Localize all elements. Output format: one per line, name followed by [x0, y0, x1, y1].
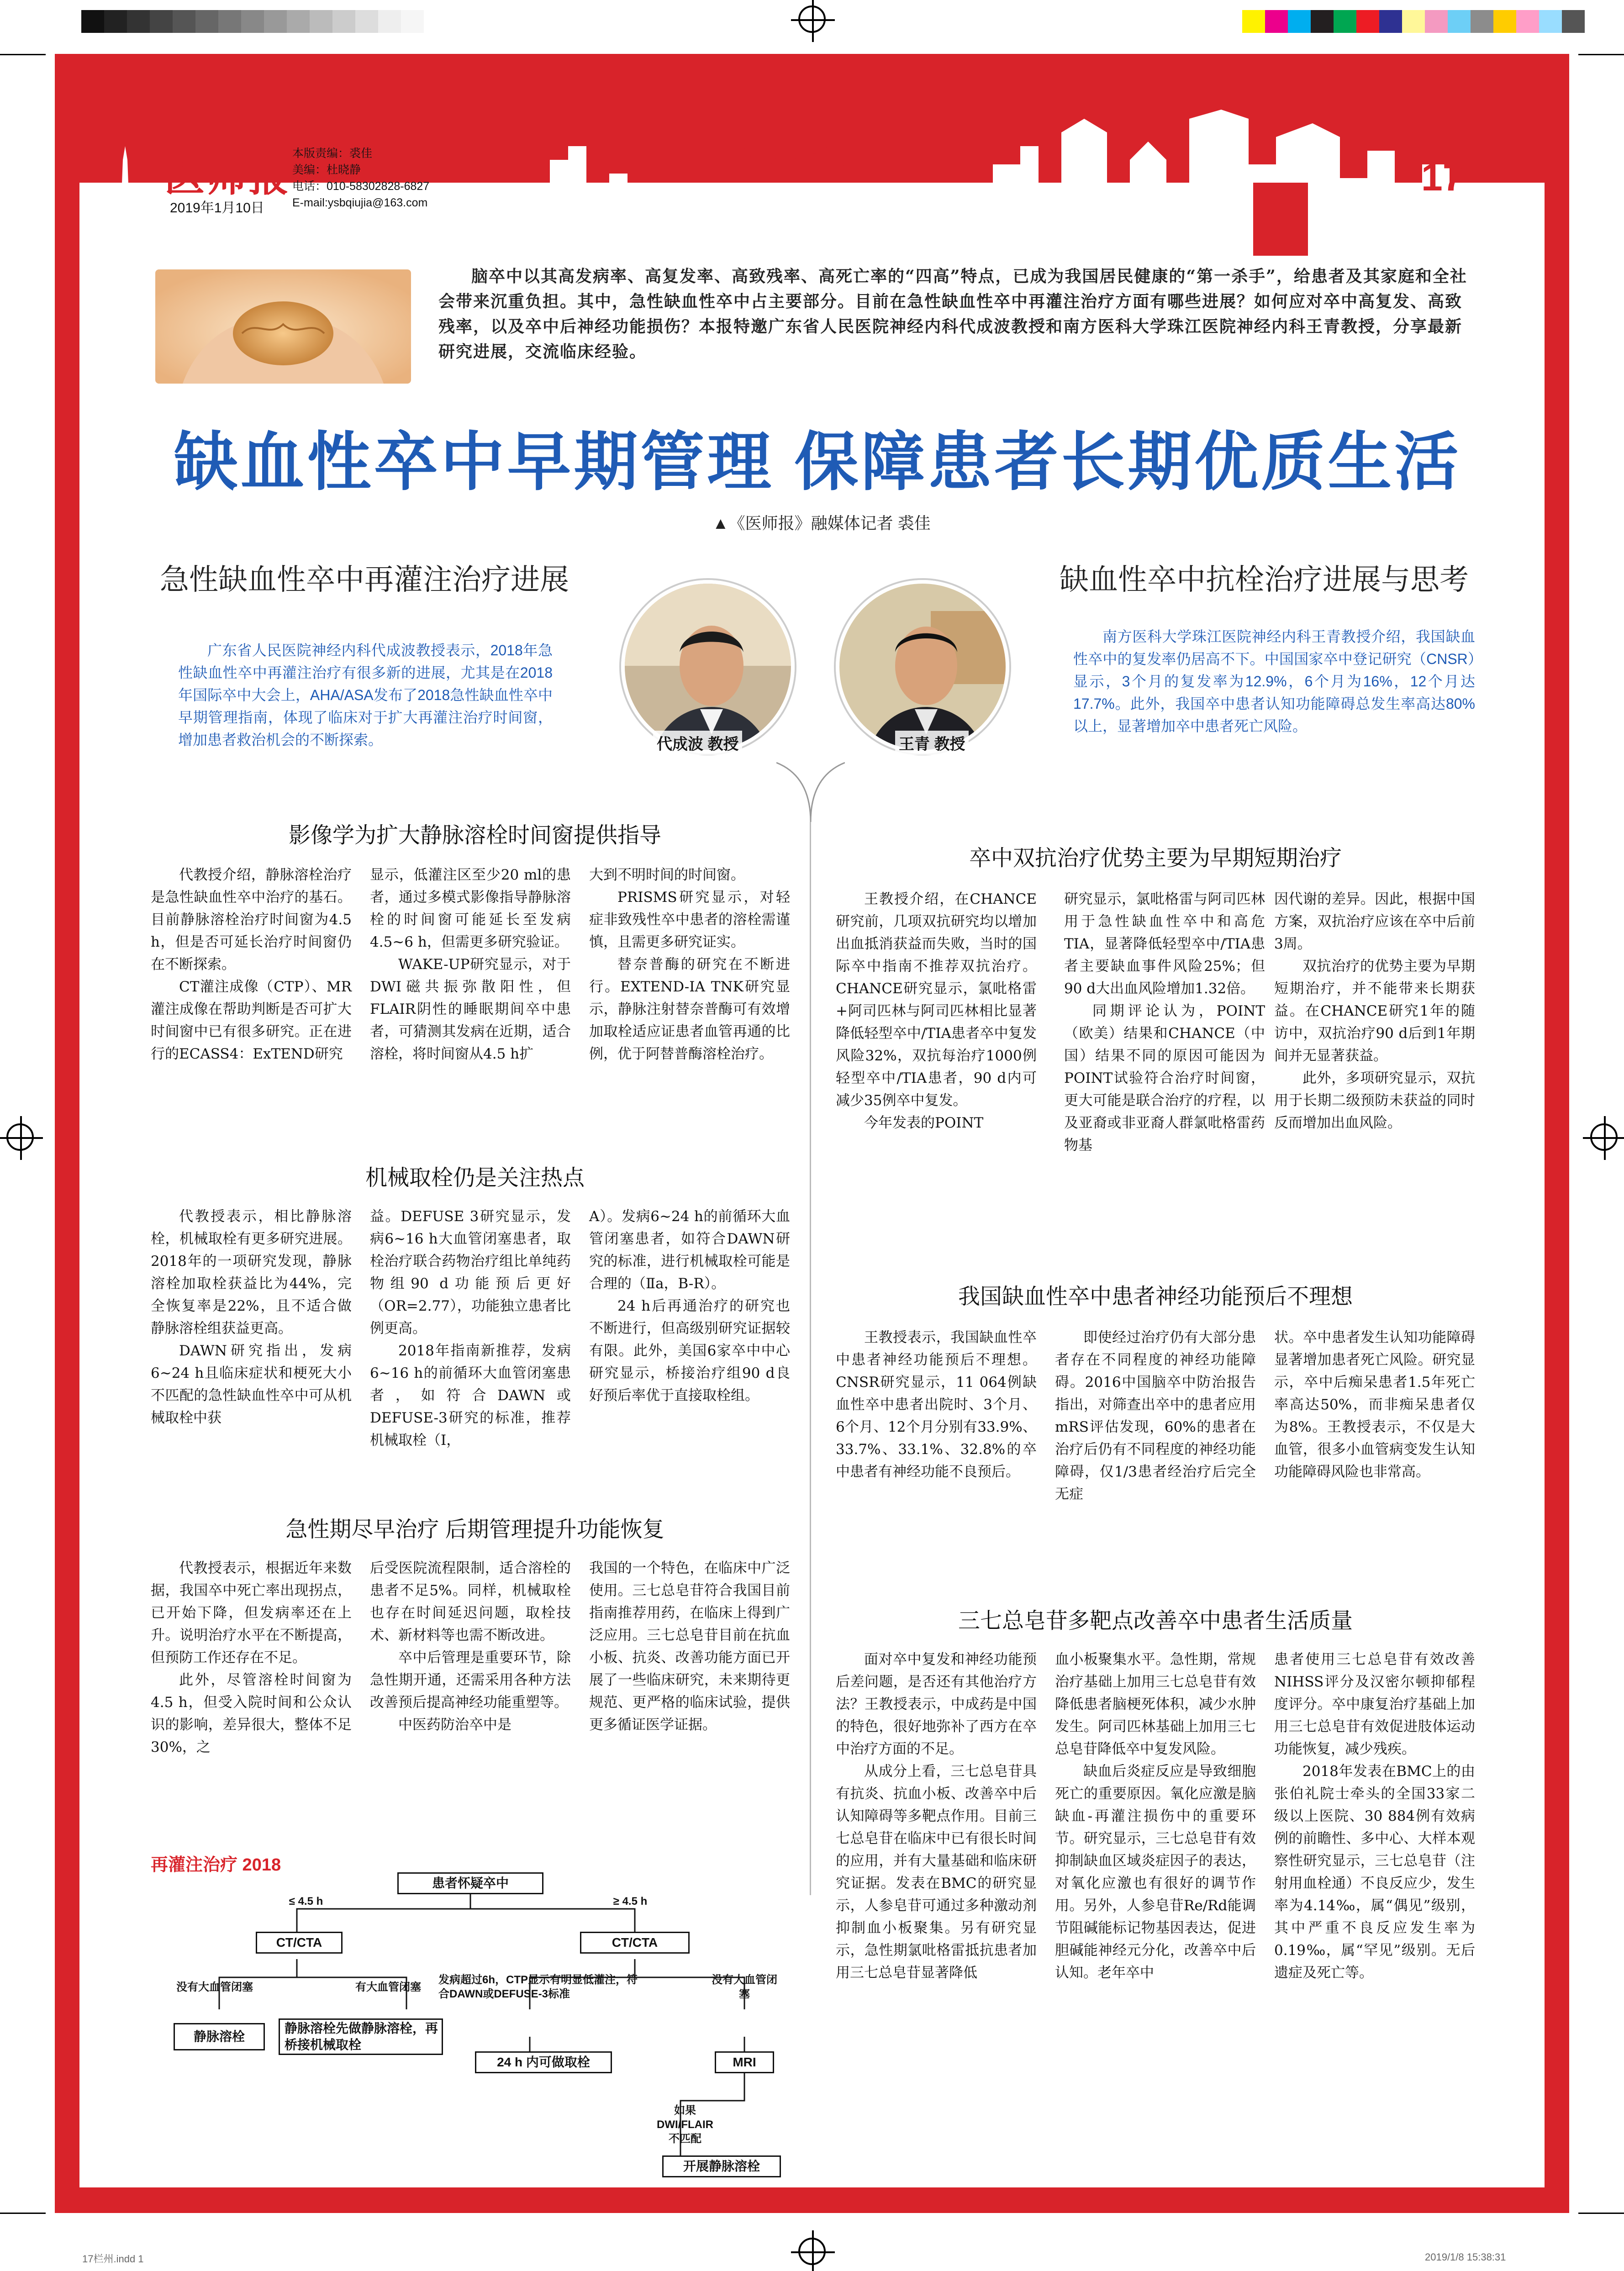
flow-final: 开展静脉溶栓 — [662, 2155, 781, 2177]
editor-line: 本版责编：裘佳 — [292, 147, 373, 160]
section-tag: 特别报道 — [740, 142, 849, 172]
column-divider — [810, 822, 811, 1895]
right-summary: 南方医科大学珠江医院神经内科王青教授介绍，我国缺血性卒中的复发率仍居高不下。中国国家卒中登记研究（CNSR）显示，3个月的复发率为12.9%，6个月为16%，12个月达17.7%。此外，我国卒中患者认知功能障碍总发生率高达80%以上，显著增加卒中患者死亡风险。 — [1073, 628, 1475, 734]
left-summary: 广东省人民医院神经内科代成波教授表示，2018年急性缺血性卒中再灌注治疗有很多新的进展，尤其是在2018年国际卒中大会上，AHA/ASA发布了2018急性缺血性卒中早期管理指南，体现了临床对于扩大再灌注治疗时间窗，增加患者救治机会的不断探索。 — [178, 642, 553, 748]
flow-no-lvo-left: 没有大血管闭塞 — [176, 1981, 253, 1993]
imaging-col1: 代教授介绍，静脉溶栓治疗是急性缺血性卒中治疗的基石。目前静脉溶栓治疗时间窗为4.5 h，但是否可延长治疗时间窗仍在不断探索。 CT灌注成像（CTP）、MR灌注成像在帮助判断是否可扩大时间窗中已有很多研究。正在进行的ECASS4：ExTEND研究 — [151, 867, 352, 1062]
crop-mark — [0, 54, 46, 55]
acute-col1: 代教授表示，根据近年来数据，我国卒中死亡率出现拐点，已开始下降，但发病率还在上升。说明治疗水平在不断提高，但预防工作还存在不足。 此外，尽管溶栓时间窗为4.5 h，但受入院时间和公众认识的影响，差异很大，整体不足30%，之 — [151, 1560, 352, 1755]
left-subheadline: 急性缺血性卒中再灌注治疗进展 — [160, 563, 569, 596]
registration-mark-top — [798, 5, 826, 33]
flow-root: 患者怀疑卒中 — [397, 1872, 543, 1894]
editor-info — [292, 145, 429, 211]
intro-paragraph: 脑卒中以其高发病率、高复发率、高致残率、高死亡率的“四高”特点，已成为我国居民健康的“第一杀手”，给患者及其家庭和全社会带来沉重负担。其中，急性缺血性卒中占主要部分。目前在急性缺血性卒中再灌注治疗方面有哪些进展？如何应对卒中高复发、高致残率，以及卒中后神经功能损伤？本报特邀广东省人民医院神经内科代成波教授和南方医科大学珠江医院神经内科王青教授，分享最新研究进展，交流临床经验。 — [438, 267, 1467, 361]
prognosis-col2: 即使经过治疗仍有大部分患者存在不同程度的神经功能障碍。2016中国脑卒中防治报告指出，对筛查出卒中的患者应用mRS评估发现，60%的患者在治疗后仍有不同程度的神经功能障碍，仅1/3患者经治疗后完全无症 — [1055, 1329, 1256, 1502]
registration-mark-left — [6, 1123, 34, 1151]
flow-no-lvo-right: 没有大血管闭塞 — [712, 1974, 777, 2001]
acute-col3: 我国的一个特色，在临床中广泛使用。三七总皂苷符合我国目前指南推荐用药，在临床上得到广泛应用。三七总皂苷目前在抗血小板、抗炎、改善功能方面已开展了一些临床研究，未来期待更规范、更严格的临床试验，提供更多循证医学证据。 — [589, 1560, 790, 1733]
flow-ivt: 静脉溶栓 — [174, 2023, 265, 2050]
dapt-col3: 因代谢的差异。因此，根据中国方案，双抗治疗应该在卒中后前3周。 双抗治疗的优势主要为早期短期治疗，并不能带来长期获益。在CHANCE研究1年的随访中，双抗治疗90 d后到1年期间并无显著获益。 此外，多项研究显示，双抗用于长期二级预防未获益的同时反而增加出血风险。 — [1274, 891, 1475, 1131]
flow-ct-right: CT/CTA — [580, 1932, 690, 1954]
color-registration-bar — [1242, 10, 1585, 33]
crop-mark — [1578, 54, 1624, 55]
section-title-acute: 急性期尽早治疗 后期管理提升功能恢复 — [285, 1518, 664, 1542]
section-title-prognosis: 我国缺血性卒中患者神经功能预后不理想 — [958, 1285, 1353, 1309]
flow-right-branch: ≥ 4.5 h — [613, 1895, 648, 1907]
flow-lvo-left: 有大血管闭塞 — [355, 1981, 421, 1993]
flow-mri: MRI — [715, 2051, 774, 2073]
thrombectomy-col3: A）。发病6~24 h的前循环大血管闭塞患者，如符合DAWN研究的标准，进行机械取栓可能是合理的（Ⅱa，B-R）。 24 h后再通治疗的研究也不断进行，但高级别研究证据较有限。此外，美国6家卒中中心研究显示，桥接治疗组90 d良好预后率优于直接取栓组。 — [589, 1208, 790, 1404]
reporter-byline: ▲《医师报》融媒体记者 裘佳 — [712, 514, 931, 532]
sanqi-col3: 患者使用三七总皂苷有效改善NIHSS评分及汉密尔顿抑郁程度评分。卒中康复治疗基础上加用三七总皂苷有效促进肢体运动功能恢复，减少残疾。 2018年发表在BMC上的由张伯礼院士牵头的全国33家二级以上医院、30 884例有效病例的前瞻性、多中心、大样本观察性研究显示，三七总皂苷（注射用血栓通）不良反应少，发生率为4.14‰，属“偶见”级别，其中严重不良反应发生率为0.19‰，属“罕见”级别。无后遗症及死亡等。 — [1274, 1651, 1475, 1981]
section-title-thrombectomy: 机械取栓仍是关注热点 — [365, 1166, 585, 1190]
dapt-col1: 王教授介绍，在CHANCE研究前，几项双抗研究均以增加出血抵消获益而失败，当时的国际卒中指南不推荐双抗治疗。CHANCE研究显示，氯吡格雷+阿司匹林与阿司匹林相比显著降低轻型卒中/TIA患者卒中复发风险32%，双抗每治疗1000例轻型卒中/TIA患者，90 d内可减少35例卒中复发。 今年发表的POINT — [836, 891, 1037, 1131]
flow-lvo-right: 发病超过6h，CTP显示有明显低灌注，符合DAWN或DEFUSE-3标准 — [438, 1974, 638, 2001]
editor-line: E-mail:ysbqiujia@163.com — [292, 196, 428, 209]
flow-evt-24h: 24 h 内可做取栓 — [475, 2051, 612, 2073]
editor-line: 电话：010-58302828-6827 — [292, 180, 430, 193]
dapt-col2: 研究显示，氯吡格雷与阿司匹林用于急性缺血性卒中和高危TIA，显著降低轻型卒中/TIA患者主要缺血事件风险25%；但90 d大出血风险增加1.32倍。 同期评论认为，POINT（欧美）结果和CHANCE（中国）结果不同的原因可能因为POINT试验符合治疗时间窗，更大可能是联合治疗的疗程，以及亚裔或非亚裔人群氯吡格雷药物基 — [1064, 891, 1265, 1154]
crop-mark — [0, 2213, 46, 2214]
section-title-dapt: 卒中双抗治疗优势主要为早期短期治疗 — [969, 846, 1342, 870]
hands-holding-brain-image — [155, 269, 411, 384]
print-timestamp: 2019/1/8 15:38:31 — [1425, 2251, 1506, 2263]
grayscale-registration-bar — [81, 10, 424, 33]
flow-bridge: 静脉溶栓先做静脉溶栓，再桥接机械取栓 — [279, 2018, 443, 2055]
flow-left-branch: ≤ 4.5 h — [289, 1895, 323, 1907]
registration-mark-right — [1590, 1123, 1618, 1151]
flowchart-title: 再灌注治疗 2018 — [151, 1855, 281, 1875]
crop-mark — [1578, 2213, 1624, 2214]
sanqi-col2: 血小板聚集水平。急性期，常规治疗基础上加用三七总皂苷有效降低患者脑梗死体积，减少水肿发生。阿司匹林基础上加用三七总皂苷降低卒中复发风险。 缺血后炎症反应是导致细胞死亡的重要原因。氧化应激是脑缺血-再灌注损伤中的重要环节。研究显示，三七总皂苷有效抑制缺血区域炎症因子的表达，对氧化应激也有很好的调节作用。另外，人参皂苷Re/Rd能调节阻碱能标记物基因表达，促进胆碱能神经元分化，改善卒中后认知。老年卒中 — [1055, 1651, 1256, 1981]
right-subheadline: 缺血性卒中抗栓治疗进展与思考 — [1060, 563, 1469, 596]
imaging-col3: 大到不明时间的时间窗。 PRISMS研究显示，对轻症非致残性卒中患者的溶栓需谨慎，且需更多研究证实。 替奈普酶的研究在不断进行。EXTEND-IA TNK研究显示，静脉注射替奈普酶可有效增加取栓适应证患者血管再通的比例，优于阿替普酶溶栓治疗。 — [589, 867, 790, 1062]
thrombectomy-col1: 代教授表示，相比静脉溶栓，机械取栓有更多研究进展。2018年的一项研究发现，静脉溶栓加取栓获益比为44%，完全恢复率是22%，且不适合做静脉溶栓组获益更高。 DAWN研究指出，发病6~24 h且临床症状和梗死大小不匹配的急性缺血性卒中可从机械取栓中获 — [151, 1208, 352, 1426]
divider-chevron — [776, 758, 845, 827]
portrait-dai-chengbo — [621, 580, 795, 753]
flow-mismatch: 如果DWI/FLAIR不匹配 — [657, 2104, 713, 2145]
acute-col2: 后受医院流程限制，适合溶栓的患者不足5%。同样，机械取栓也存在时间延迟问题，取栓技术、新材料等也需不断改进。 卒中后管理是重要环节，除急性期开通，还需采用各种方法改善预后提高神经功能重塑等。 中医药防治卒中是 — [370, 1560, 571, 1733]
registration-mark-bottom — [798, 2238, 826, 2265]
portrait-label-wang: 王青 教授 — [895, 731, 969, 755]
main-headline: 缺血性卒中早期管理 保障患者长期优质生活 — [174, 426, 1461, 498]
issue-date: 2019年1月10日 — [170, 200, 264, 216]
portrait-label-dai: 代成波 教授 — [653, 731, 742, 755]
newspaper-logo: 医师报 — [164, 153, 291, 200]
prognosis-col3: 状。卒中患者发生认知功能障碍显著增加患者死亡风险。研究显示，卒中后痴呆患者1.5年死亡率高达50%，而非痴呆患者仅为8%。王教授表示，不仅是大血管，很多小血管病变发生认知功能障碍风险也非常高。 — [1274, 1329, 1475, 1480]
portrait-wang-qing — [836, 580, 1009, 753]
editor-line: 美编：杜晓静 — [292, 163, 361, 176]
page-number: 17 — [1421, 156, 1464, 199]
flow-ct-left: CT/CTA — [256, 1932, 343, 1954]
imaging-col2: 显示，低灌注区至少20 ml的患者，通过多模式影像指导静脉溶栓的时间窗可能延长至发病4.5~6 h，但需更多研究验证。 WAKE-UP研究显示，对于DWI磁共振弥散阳性，但FLAIR阴性的睡眠期间卒中患者，可猜测其发病在近期，适合溶栓，将时间窗从4.5 h扩 — [370, 867, 571, 1062]
thrombectomy-col2: 益。DEFUSE 3研究显示，发病6~16 h大血管闭塞患者，取栓治疗联合药物治疗组比单纯药物组90 d功能预后更好（OR=2.77），功能独立患者比例更高。 2018年指南新推荐，发病6~16 h的前循环大血管闭塞患者，如符合DAWN或DEFUSE-3研究的标准，推荐机械取栓（Ⅰ， — [370, 1208, 571, 1449]
section-title-sanqi: 三七总皂苷多靶点改善卒中患者生活质量 — [958, 1609, 1353, 1633]
sanqi-col1: 面对卒中复发和神经功能预后差问题，是否还有其他治疗方法？王教授表示，中成药是中国的特色，很好地弥补了西方在卒中治疗方面的不足。 从成分上看，三七总皂苷具有抗炎、抗血小板、改善卒中后认知障碍等多靶点作用。目前三七总皂苷在临床中已有很长时间的应用，并有大量基础和临床研究证据。发表在BMC的研究显示，人参皂苷可通过多种激动剂抑制血小板聚集。另有研究显示，急性期氯吡格雷抵抗患者加用三七总皂苷显著降低 — [836, 1651, 1037, 1981]
file-slug: 17栏州.indd 1 — [82, 2253, 144, 2265]
prognosis-col1: 王教授表示，我国缺血性卒中患者神经功能预后不理想。CNSR研究显示，11 064例缺血性卒中患者出院时、3个月、6个月、12个月分别有33.9%、33.7%、33.1%、32.8%的卒中患者有神经功能不良预后。 — [836, 1329, 1037, 1480]
section-title-imaging: 影像学为扩大静脉溶栓时间窗提供指导 — [288, 823, 661, 848]
